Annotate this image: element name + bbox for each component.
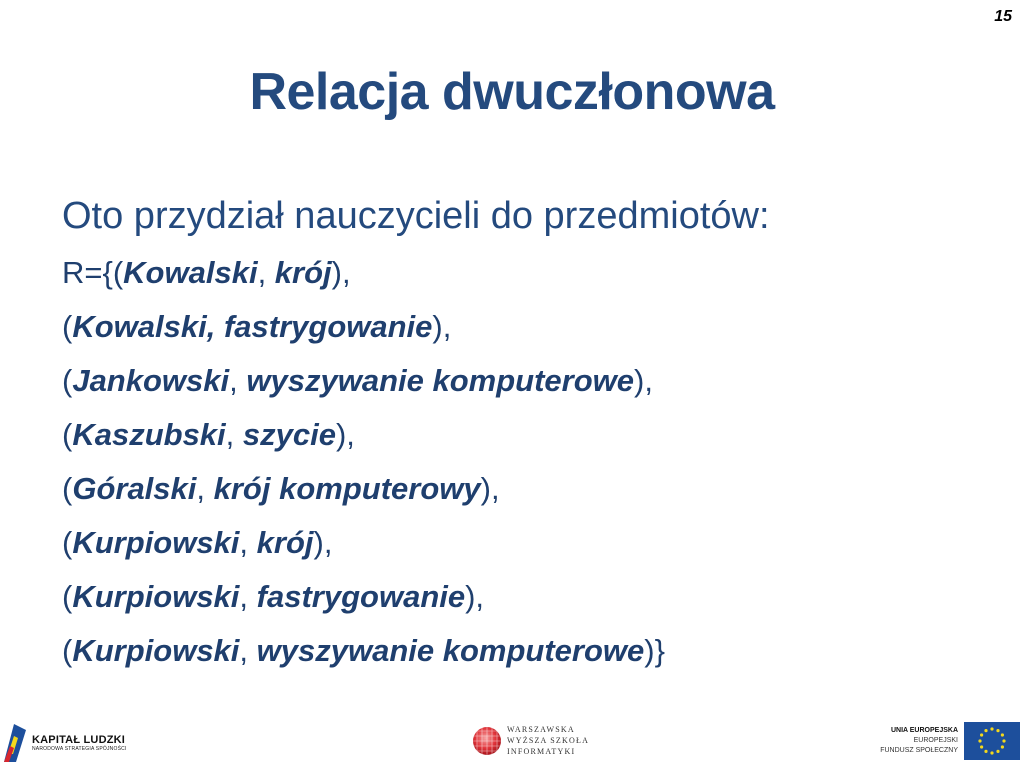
kapital-ludzki-subtitle: NARODOWA STRATEGIA SPÓJNOŚCI [32, 746, 127, 752]
pair-close: ), [432, 309, 452, 344]
relation-pair-5 [62, 462, 982, 516]
pair-teacher: Jankowski [72, 363, 230, 398]
relation-pair-7 [62, 570, 982, 624]
eu-line-3: FUNDUSZ SPOŁECZNY [880, 747, 958, 754]
pair-separator: , [229, 363, 247, 398]
relation-pair-1 [62, 246, 982, 300]
slide-footer [0, 720, 1024, 768]
pair-subject: krój [256, 525, 314, 560]
wwsi-emblem-icon [472, 726, 502, 756]
pair-close: ), [480, 471, 500, 506]
pair-teacher: Góralski [72, 471, 197, 506]
pair-separator: , [206, 309, 224, 344]
wwsi-line-1: WARSZAWSKA [507, 725, 575, 734]
wwsi-logo [472, 724, 589, 757]
pair-subject: szycie [242, 417, 336, 452]
kapital-ludzki-emblem-icon [4, 724, 26, 762]
relation-pair-8 [62, 624, 982, 678]
pair-close: ), [634, 363, 653, 398]
pair-close: ), [313, 525, 333, 560]
pair-separator: , [196, 471, 214, 506]
intro-text: Oto przydział nauczycieli do przedmiotów: [62, 195, 770, 237]
pair-teacher: Kurpiowski [72, 525, 240, 560]
relation-pair-2 [62, 300, 982, 354]
relation-pair-6 [62, 516, 982, 570]
pair-open: R={( [62, 255, 124, 290]
pair-separator: , [239, 579, 257, 614]
pair-close: )} [644, 633, 665, 668]
relation-pair-3 [62, 354, 982, 408]
pair-teacher: Kaszubski [72, 417, 226, 452]
eu-line-2: EUROPEJSKI [913, 737, 958, 744]
eu-logo [880, 722, 1020, 760]
pair-subject: fastrygowanie [256, 579, 466, 614]
pair-open: ( [62, 417, 73, 452]
relation-pair-4 [62, 408, 982, 462]
pair-open: ( [62, 363, 73, 398]
kapital-ludzki-logo [4, 724, 127, 762]
pair-subject: krój komputerowy [213, 471, 481, 506]
pair-close: ), [335, 417, 355, 452]
slide-title: Relacja dwuczłonowa [249, 63, 775, 121]
pair-separator: , [239, 633, 257, 668]
pair-subject: krój [274, 255, 332, 290]
pair-separator: , [225, 417, 243, 452]
wwsi-line-2: WYŻSZA SZKOŁA [507, 736, 590, 745]
pair-teacher: Kurpiowski [72, 579, 240, 614]
pair-subject: wyszywanie komputerowe [246, 363, 634, 398]
pair-teacher: Kurpiowski [72, 633, 240, 668]
eu-line-1: UNIA EUROPEJSKA [890, 727, 958, 734]
pair-subject: wyszywanie komputerowe [256, 633, 645, 668]
slide-body [62, 190, 982, 678]
pair-open: ( [62, 633, 73, 668]
pair-open: ( [62, 309, 73, 344]
pair-close: ), [331, 255, 351, 290]
kapital-ludzki-name: KAPITAŁ LUDZKI [32, 734, 126, 746]
pair-teacher: Kowalski [123, 255, 258, 290]
pair-close: ), [465, 579, 485, 614]
pair-separator: , [239, 525, 257, 560]
pair-open: ( [62, 525, 73, 560]
pair-open: ( [62, 579, 73, 614]
eu-flag-icon [964, 722, 1020, 760]
pair-open: ( [62, 471, 73, 506]
pair-teacher: Kowalski [72, 309, 207, 344]
pair-separator: , [257, 255, 275, 290]
page-number: 15 [994, 8, 1012, 25]
pair-subject: fastrygowanie [223, 309, 433, 344]
wwsi-line-3: INFORMATYKI [507, 747, 576, 756]
